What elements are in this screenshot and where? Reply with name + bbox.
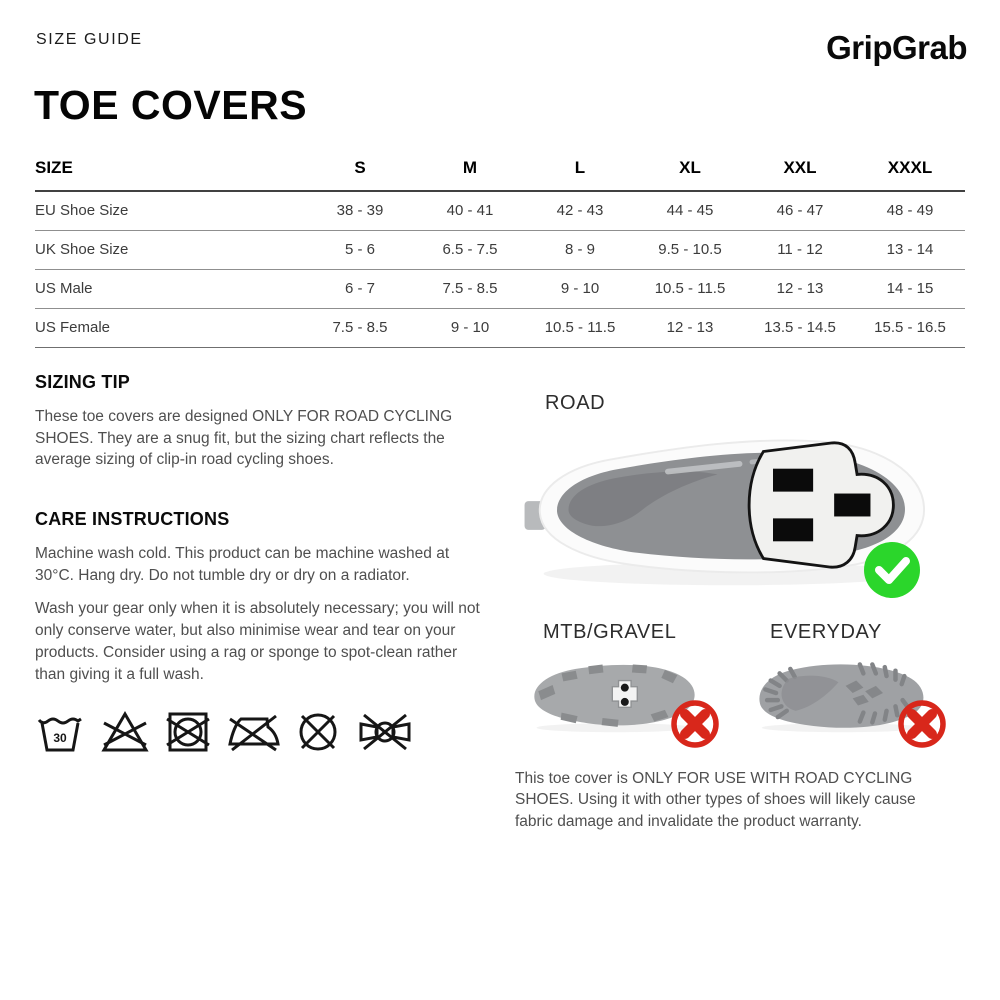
cell: 13.5 - 14.5 <box>745 308 855 347</box>
compatibility-panel <box>515 392 967 832</box>
incompatible-shoes-row <box>515 621 967 734</box>
do-not-tumble-dry-icon <box>165 709 211 755</box>
sizing-tip-text: These toe covers are designed ONLY FOR ROAD CYCLING SHOES. They are a snug fit, but the sizing chart reflects the average sizing of clip-in road cycling shoes. <box>35 408 453 469</box>
cell: 9.5 - 10.5 <box>635 230 745 269</box>
col-header-xxxl: XXXL <box>855 150 965 191</box>
row-label: UK Shoe Size <box>35 230 305 269</box>
road-label: ROAD <box>545 392 606 414</box>
row-label: US Male <box>35 269 305 308</box>
size-guide-eyebrow: SIZE GUIDE <box>36 31 143 48</box>
cell: 11 - 12 <box>745 230 855 269</box>
col-header-xl: XL <box>635 150 745 191</box>
cell: 10.5 - 11.5 <box>635 269 745 308</box>
cell: 48 - 49 <box>855 191 965 230</box>
cell: 15.5 - 16.5 <box>855 308 965 347</box>
do-not-dry-clean-icon <box>295 709 341 755</box>
care-paragraph-2: Wash your gear only when it is absolutely necessary; you will not only conserve water, but also minimise wear and tear on your products. Consider using a rag or sponge to spot-clean rather than giving it a full wash. <box>35 600 480 683</box>
sizing-tip-heading: SIZING TIP <box>35 372 131 392</box>
size-table-header-row <box>35 150 965 191</box>
left-column <box>35 372 490 755</box>
do-not-bleach-icon <box>100 709 150 755</box>
col-header-s: S <box>305 150 415 191</box>
gripgrab-logo: GripGrab <box>826 29 967 66</box>
cell: 6.5 - 7.5 <box>415 230 525 269</box>
mtb-shoe-figure <box>515 652 715 734</box>
cell: 38 - 39 <box>305 191 415 230</box>
row-label: EU Shoe Size <box>35 191 305 230</box>
table-row-us-male <box>35 269 965 308</box>
page-title: TOE COVERS <box>34 82 308 128</box>
cell: 42 - 43 <box>525 191 635 230</box>
col-header-size: SIZE <box>35 150 305 191</box>
cell: 7.5 - 8.5 <box>305 308 415 347</box>
cell: 9 - 10 <box>525 269 635 308</box>
col-header-m: M <box>415 150 525 191</box>
table-row-uk <box>35 230 965 269</box>
cell: 5 - 6 <box>305 230 415 269</box>
cell: 40 - 41 <box>415 191 525 230</box>
road-compatible-check-icon <box>863 541 921 599</box>
machine-wash-30-icon <box>35 710 85 754</box>
do-not-wring-icon <box>356 711 414 753</box>
size-table <box>35 150 965 348</box>
everyday-label: EVERYDAY <box>770 621 882 643</box>
col-header-xxl: XXL <box>745 150 855 191</box>
everyday-figure-block <box>742 621 947 734</box>
row-label: US Female <box>35 308 305 347</box>
table-row-eu <box>35 191 965 230</box>
cell: 12 - 13 <box>745 269 855 308</box>
cell: 9 - 10 <box>415 308 525 347</box>
mtb-gravel-label: MTB/GRAVEL <box>543 621 677 643</box>
cell: 6 - 7 <box>305 269 415 308</box>
col-header-l: L <box>525 150 635 191</box>
table-row-us-female <box>35 308 965 347</box>
road-only-note: This toe cover is ONLY FOR USE WITH ROAD CYCLING SHOES. Using it with other types of shoes will likely cause fabric damage and invalidate the product warranty. <box>515 770 916 830</box>
everyday-shoe-figure <box>742 652 942 734</box>
do-not-iron-icon <box>226 710 280 754</box>
svg-text:30: 30 <box>53 731 67 746</box>
cell: 13 - 14 <box>855 230 965 269</box>
cell: 12 - 13 <box>635 308 745 347</box>
cell: 46 - 47 <box>745 191 855 230</box>
mtb-not-compatible-cross-icon <box>669 698 721 750</box>
cell: 44 - 45 <box>635 191 745 230</box>
road-shoe-figure <box>515 419 945 591</box>
everyday-not-compatible-cross-icon <box>896 698 948 750</box>
cell: 8 - 9 <box>525 230 635 269</box>
cell: 14 - 15 <box>855 269 965 308</box>
care-symbols-row <box>35 709 490 755</box>
cell: 7.5 - 8.5 <box>415 269 525 308</box>
cell: 10.5 - 11.5 <box>525 308 635 347</box>
care-instructions-heading: CARE INSTRUCTIONS <box>35 509 230 530</box>
care-paragraph-1: Machine wash cold. This product can be machine washed at 30°C. Hang dry. Do not tumble dry or dry on a radiator. <box>35 545 450 584</box>
mtb-figure-block <box>515 621 720 734</box>
